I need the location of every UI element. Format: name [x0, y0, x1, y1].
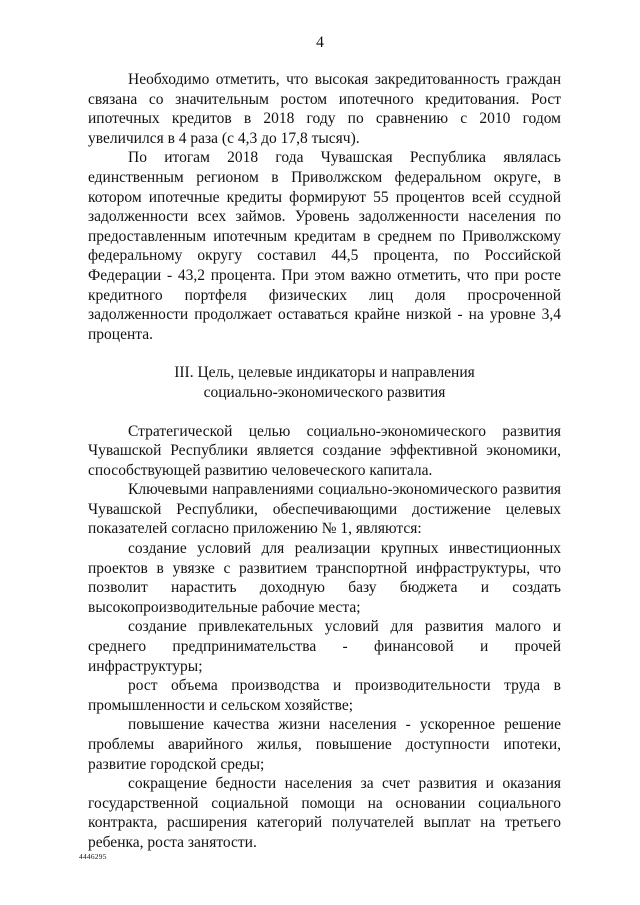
paragraph-key-directions: Ключевыми направлениями социально-экономического развития Чувашской Республики, обеспечивающими достижение целевых показателей согласно приложению № 1, являются:	[88, 481, 561, 538]
list-item-poverty-reduction: сокращение бедности населения за счет развития и оказания государственной социальной помощи на основании социального контракта, расширения категорий получателей выплат на третьего ребенка, роста занятости.	[88, 775, 561, 851]
paragraph-regional-debt: По итогам 2018 года Чувашская Республика являлась единственным регионом в Приволжском федеральном округе, в котором ипотечные кредиты формируют 55 процентов всей ссудной задолженности всех займов. Уровень задолженности населения по предоставленным ипотечным кредитам в среднем по Приволжскому федеральному округу составил 44,5 процента, по Российской Федерации - 43,2 процента. При этом важно отметить, что при росте кредитного портфеля физических лиц доля просроченной задолженности продолжает оставаться крайне низкой - на уровне 3,4 процента.	[88, 149, 561, 343]
list-item-small-business: создание привлекательных условий для развития малого и среднего предпринимательства - финансовой и прочей инфраструктуры;	[88, 618, 561, 675]
page-number: 4	[316, 34, 324, 51]
document-body	[88, 70, 561, 853]
document-code: 4446295	[79, 852, 107, 861]
list-item-quality-of-life: повышение качества жизни населения - ускоренное решение проблемы аварийного жилья, повышение доступности ипотеки, развитие городской среды;	[88, 716, 561, 773]
list-item-production-growth: рост объема производства и производительности труда в промышленности и сельском хозяйстве;	[88, 677, 561, 714]
paragraph-mortgage-growth: Необходимо отметить, что высокая закредитованность граждан связана со значительным ростом ипотечного кредитования. Рост ипотечных кредитов в 2018 году по сравнению с 2010 годом увеличился в 4 раза (с 4,3 до 17,8 тысяч).	[88, 71, 561, 147]
paragraph-strategic-goal: Стратегической целью социально-экономического развития Чувашской Республики является создание эффективной экономики, способствующей развитию человеческого капитала.	[88, 422, 561, 479]
section-heading-line-1: III. Цель, целевые индикаторы и направления	[174, 364, 475, 382]
section-heading	[88, 363, 561, 402]
section-heading-line-2: социально-экономического развития	[203, 383, 446, 401]
list-item-investment-projects: создание условий для реализации крупных инвестиционных проектов в увязке с развитием транспортной инфраструктуры, что позволит нарастить доходную базу бюджета и создать высокопроизводительные рабочие места;	[88, 540, 561, 616]
